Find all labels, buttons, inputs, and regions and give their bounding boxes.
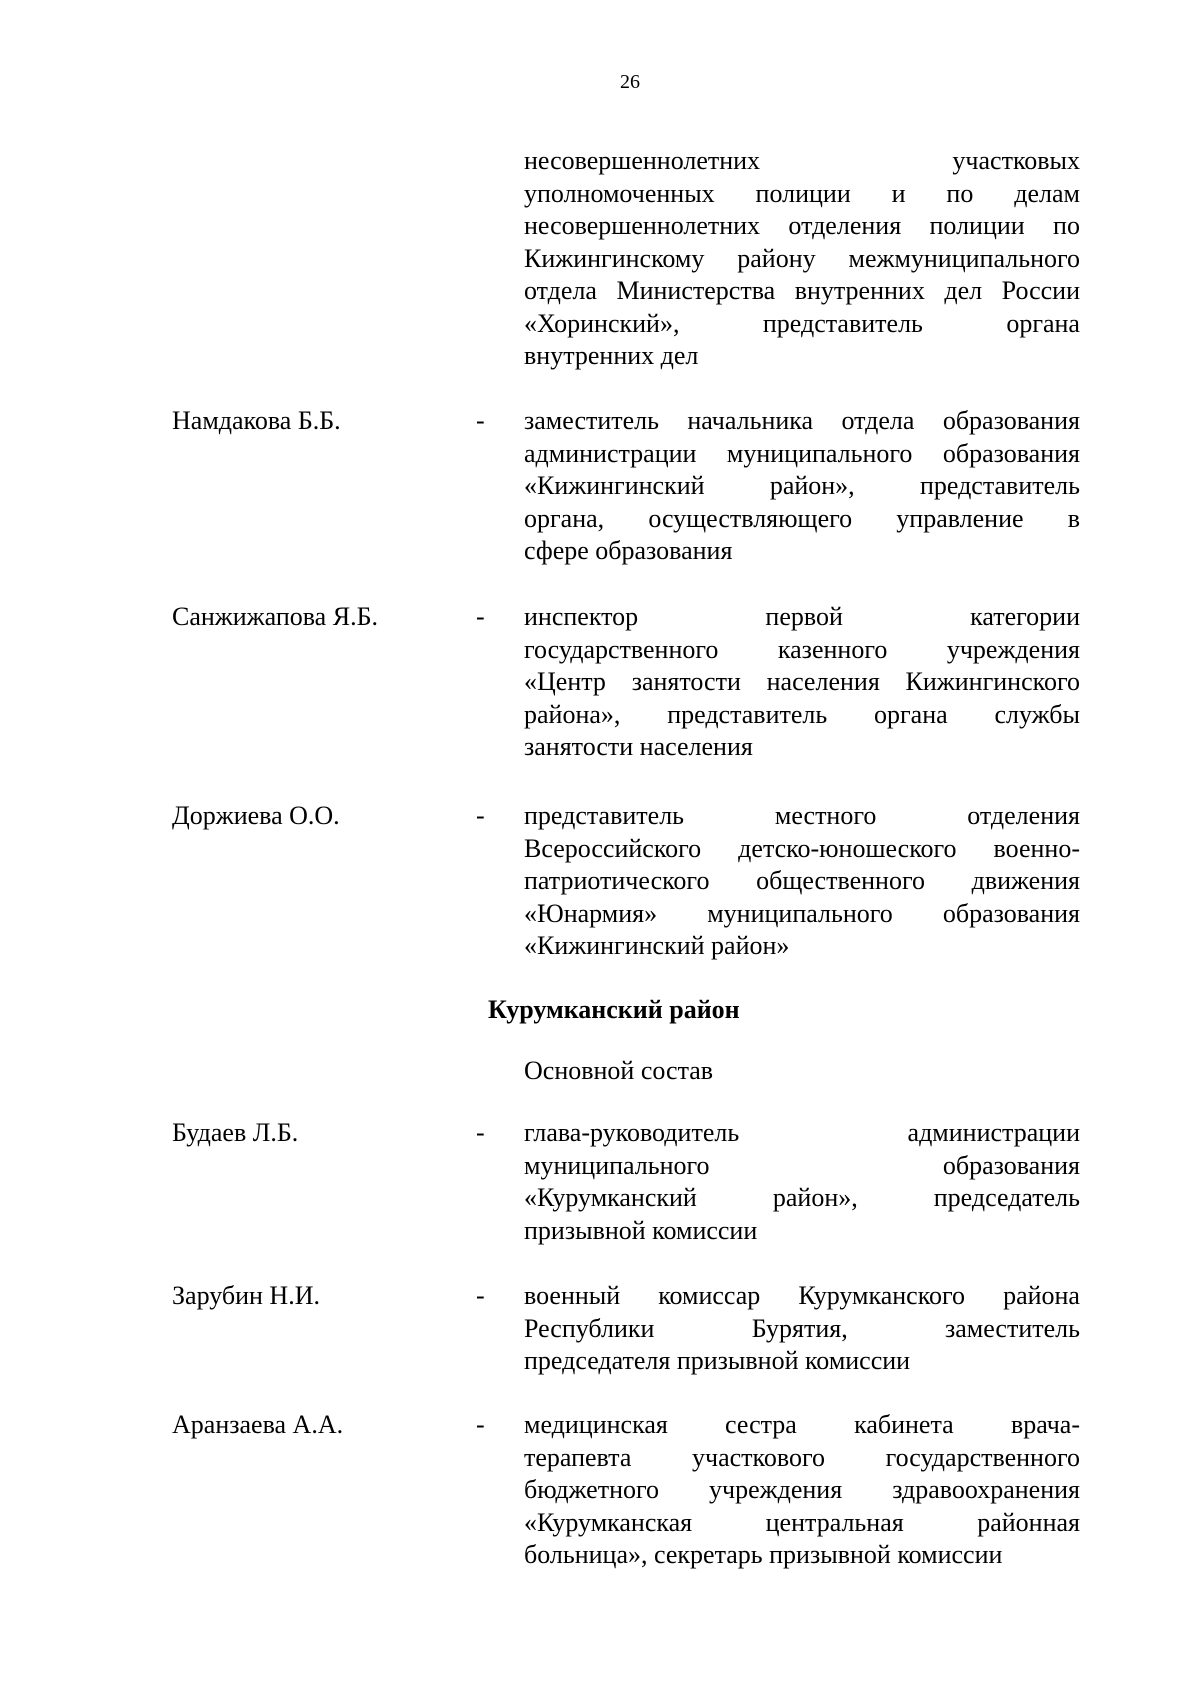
member-name: Намдакова Б.Б. bbox=[172, 406, 341, 435]
desc-word: образования bbox=[942, 438, 1080, 468]
continuation-description bbox=[524, 145, 1080, 373]
desc-word: медицинская bbox=[524, 1410, 668, 1439]
member-dash: - bbox=[476, 1410, 485, 1439]
desc-line bbox=[524, 145, 1080, 178]
desc-word: органа, bbox=[524, 503, 605, 533]
desc-word: сестра bbox=[725, 1410, 797, 1439]
desc-line bbox=[524, 210, 1080, 243]
desc-word: осуществляющего bbox=[648, 503, 853, 533]
desc-word: по bbox=[946, 178, 974, 208]
desc-word: заместитель bbox=[944, 1313, 1080, 1343]
desc-word: кабинета bbox=[854, 1410, 954, 1439]
desc-word: отделения bbox=[788, 211, 902, 240]
desc-word: занятости bbox=[631, 667, 741, 696]
member-name: Аранзаева А.А. bbox=[172, 1410, 344, 1439]
desc-line bbox=[524, 833, 1080, 866]
desc-word: образования bbox=[942, 406, 1080, 435]
desc-word: Кижингинскому bbox=[524, 243, 705, 273]
desc-word: район», bbox=[772, 1183, 858, 1212]
desc-word: «Юнармия» bbox=[524, 898, 658, 928]
desc-word: общественного bbox=[756, 866, 925, 895]
desc-word: патриотического bbox=[524, 866, 710, 895]
desc-line: занятости населения bbox=[524, 732, 753, 761]
desc-line bbox=[524, 666, 1080, 699]
desc-word: образования bbox=[942, 898, 1080, 928]
desc-word: муниципального bbox=[707, 898, 893, 928]
desc-word: по bbox=[1053, 211, 1080, 240]
desc-line bbox=[524, 178, 1080, 211]
desc-word: представитель bbox=[524, 801, 685, 830]
desc-line: «Кижингинский район» bbox=[524, 931, 790, 960]
member-name: Доржиева О.О. bbox=[172, 801, 340, 830]
desc-word: дел bbox=[944, 276, 983, 305]
desc-word: отдела bbox=[524, 276, 597, 305]
desc-word: глава-руководитель bbox=[524, 1118, 740, 1147]
desc-word: органа bbox=[1006, 308, 1080, 338]
desc-word: первой bbox=[765, 602, 843, 631]
desc-word: полиции bbox=[929, 211, 1025, 240]
desc-word: представитель bbox=[919, 471, 1080, 500]
desc-word: району bbox=[737, 243, 816, 273]
desc-word: местного bbox=[774, 801, 877, 830]
desc-line bbox=[524, 699, 1080, 732]
member-name: Будаев Л.Б. bbox=[172, 1118, 299, 1147]
desc-line bbox=[524, 1182, 1080, 1215]
desc-word: уполномоченных bbox=[524, 178, 715, 208]
desc-line: председателя призывной комиссии bbox=[524, 1346, 911, 1375]
desc-word: «Хоринский», bbox=[524, 308, 680, 338]
desc-word: службы bbox=[994, 699, 1080, 729]
section-title: Курумканский район bbox=[488, 995, 740, 1024]
desc-word: председатель bbox=[933, 1183, 1080, 1212]
desc-line bbox=[524, 1280, 1080, 1313]
desc-word: муниципального bbox=[726, 438, 913, 468]
member-name: Санжижапова Я.Б. bbox=[172, 602, 378, 631]
desc-word: государственного bbox=[885, 1442, 1080, 1472]
desc-word: полиции bbox=[755, 178, 851, 208]
desc-word: начальника bbox=[687, 406, 814, 435]
desc-word: района», bbox=[524, 699, 621, 729]
desc-line bbox=[524, 308, 1080, 341]
desc-word: категории bbox=[970, 602, 1080, 631]
desc-word: отдела bbox=[841, 406, 915, 435]
desc-word: представитель bbox=[667, 699, 828, 729]
desc-word: комиссар bbox=[658, 1281, 761, 1310]
desc-line bbox=[524, 1442, 1080, 1475]
member-dash: - bbox=[476, 602, 485, 631]
desc-line bbox=[524, 275, 1080, 308]
desc-line bbox=[524, 405, 1080, 438]
desc-word: несовершеннолетних bbox=[524, 211, 761, 240]
desc-word: районная bbox=[977, 1507, 1080, 1537]
desc-word: военный bbox=[524, 1281, 621, 1310]
page-number: 26 bbox=[620, 71, 640, 93]
desc-word: муниципального bbox=[524, 1150, 710, 1180]
desc-word: центральная bbox=[765, 1507, 904, 1537]
desc-line: сфере образования bbox=[524, 536, 733, 565]
desc-word: учреждения bbox=[946, 634, 1080, 664]
desc-word: государственного bbox=[524, 634, 719, 664]
desc-word: и bbox=[891, 178, 906, 208]
desc-word: администрации bbox=[524, 438, 697, 468]
section-subtitle: Основной состав bbox=[524, 1056, 714, 1085]
desc-word: Бурятия, bbox=[751, 1313, 848, 1343]
desc-line bbox=[524, 470, 1080, 503]
desc-word: Курумканского bbox=[798, 1281, 966, 1310]
desc-line bbox=[524, 898, 1080, 931]
desc-word: учреждения bbox=[709, 1475, 843, 1504]
desc-word: военно- bbox=[993, 833, 1080, 863]
desc-word: Министерства bbox=[616, 276, 776, 305]
desc-word: район», bbox=[769, 471, 855, 500]
desc-word: района bbox=[1003, 1281, 1080, 1310]
desc-word: «Курумканская bbox=[524, 1507, 693, 1537]
desc-word: управление bbox=[896, 503, 1024, 533]
desc-word: в bbox=[1067, 503, 1080, 533]
desc-word: бюджетного bbox=[524, 1475, 660, 1504]
member-dash: - bbox=[476, 406, 485, 435]
desc-word: инспектор bbox=[524, 602, 639, 631]
desc-line bbox=[524, 1313, 1080, 1346]
desc-word: Всероссийского bbox=[524, 833, 702, 863]
desc-line: внутренних дел bbox=[524, 341, 699, 370]
member-dash: - bbox=[476, 801, 485, 830]
desc-line bbox=[524, 1507, 1080, 1540]
desc-word: межмуниципального bbox=[848, 243, 1080, 273]
member-description bbox=[524, 1409, 1080, 1572]
desc-word: «Курумканский bbox=[524, 1183, 697, 1212]
member-description bbox=[524, 405, 1080, 568]
desc-word: казенного bbox=[777, 634, 888, 664]
desc-word: «Центр bbox=[524, 667, 606, 696]
desc-word: заместитель bbox=[524, 406, 660, 435]
desc-word: несовершеннолетних bbox=[524, 146, 761, 175]
desc-word: участковых bbox=[952, 146, 1080, 175]
member-description bbox=[524, 1280, 1080, 1378]
desc-line bbox=[524, 601, 1080, 634]
desc-line bbox=[524, 243, 1080, 276]
desc-word: врача- bbox=[1010, 1410, 1080, 1439]
desc-line bbox=[524, 1409, 1080, 1442]
desc-word: органа bbox=[874, 699, 948, 729]
desc-word: терапевта bbox=[524, 1442, 632, 1472]
desc-line: призывной комиссии bbox=[524, 1215, 758, 1245]
desc-line bbox=[524, 1474, 1080, 1507]
desc-word: отделения bbox=[967, 801, 1080, 830]
desc-word: делам bbox=[1014, 178, 1080, 208]
desc-word: Кижингинского bbox=[905, 667, 1080, 696]
desc-word: населения bbox=[766, 667, 880, 696]
desc-word: образования bbox=[942, 1150, 1080, 1180]
desc-line bbox=[524, 438, 1080, 471]
member-name: Зарубин Н.И. bbox=[172, 1281, 320, 1310]
desc-line bbox=[524, 503, 1080, 536]
member-description bbox=[524, 601, 1080, 764]
desc-line bbox=[524, 800, 1080, 833]
desc-line bbox=[524, 865, 1080, 898]
desc-line bbox=[524, 1117, 1080, 1150]
member-dash: - bbox=[476, 1281, 485, 1310]
desc-word: детско-юношеского bbox=[738, 833, 957, 863]
desc-word: «Кижингинский bbox=[524, 471, 705, 500]
desc-line: больница», секретарь призывной комиссии bbox=[524, 1540, 1003, 1569]
desc-word: внутренних bbox=[794, 276, 925, 305]
desc-word: участкового bbox=[692, 1442, 825, 1472]
desc-line bbox=[524, 634, 1080, 667]
desc-word: России bbox=[1001, 276, 1080, 305]
desc-word: представитель bbox=[762, 308, 923, 338]
member-description bbox=[524, 800, 1080, 963]
member-dash: - bbox=[476, 1118, 485, 1147]
desc-word: администрации bbox=[907, 1118, 1080, 1147]
desc-word: здравоохранения bbox=[892, 1475, 1080, 1504]
desc-word: Республики bbox=[524, 1313, 655, 1343]
desc-line bbox=[524, 1150, 1080, 1183]
member-description bbox=[524, 1117, 1080, 1247]
desc-word: движения bbox=[971, 866, 1080, 895]
